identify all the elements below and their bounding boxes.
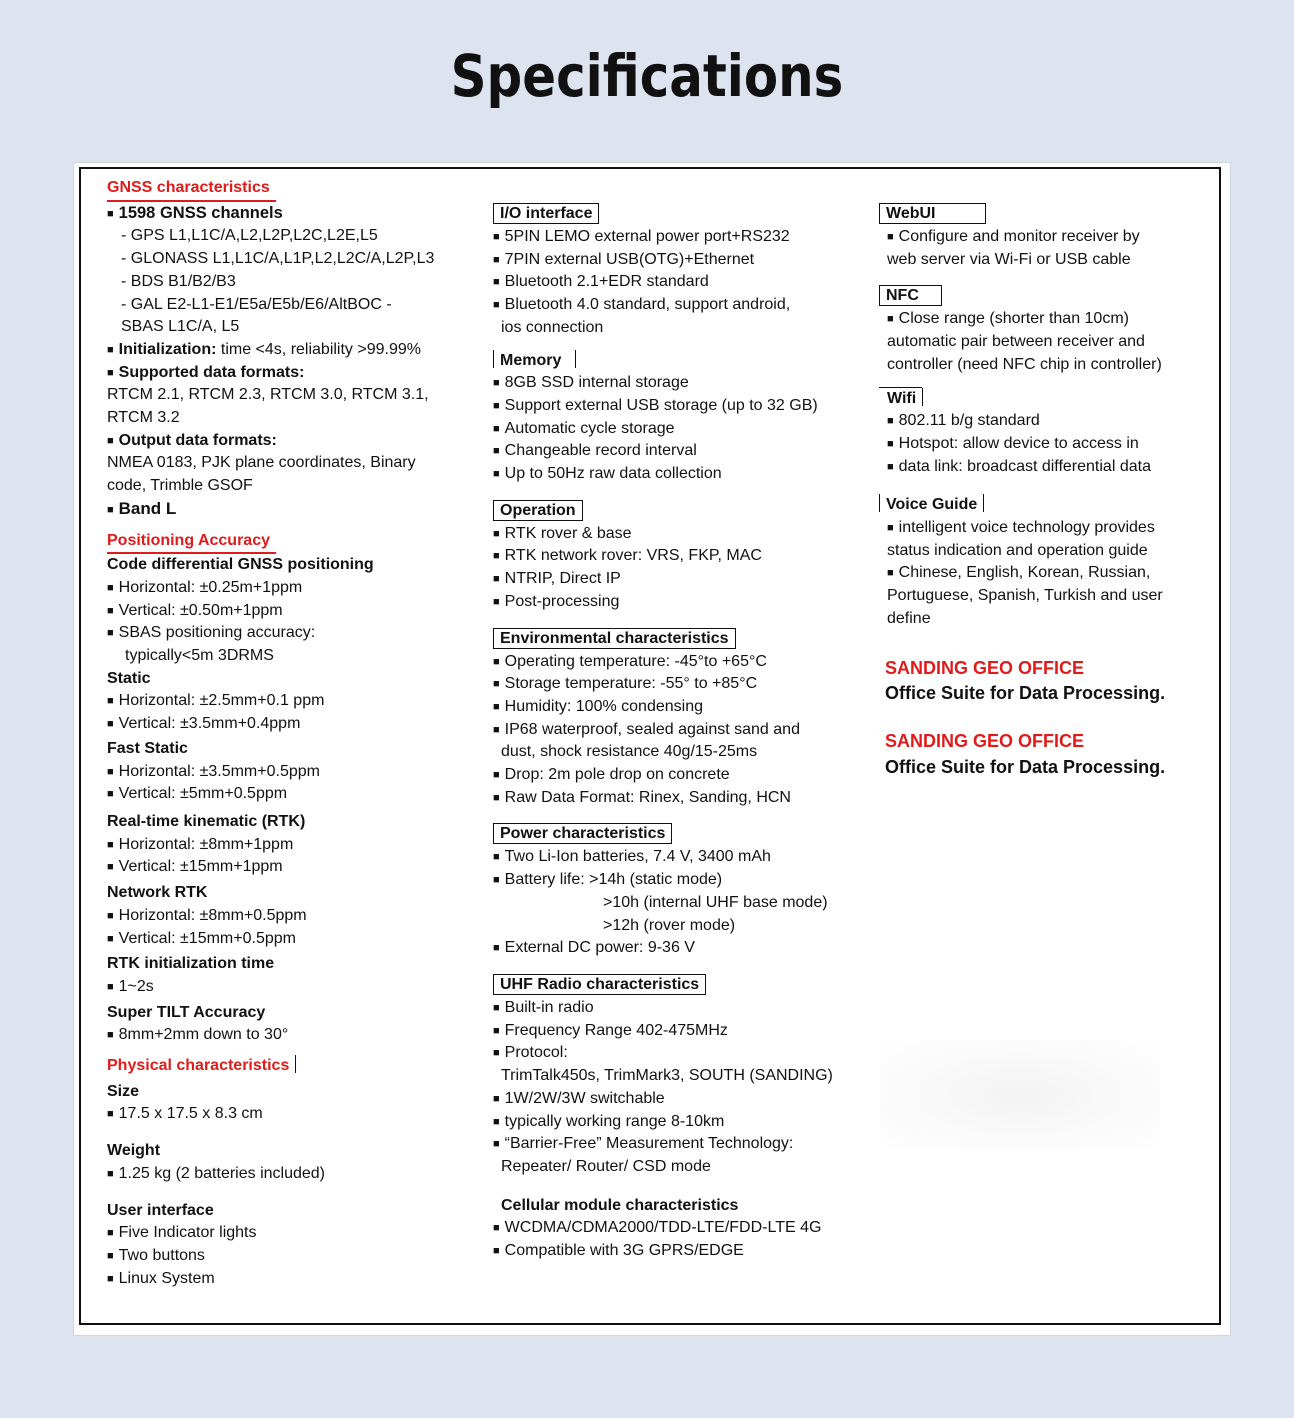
code-diff-horizontal: ■ Horizontal: ±0.25m+1ppm: [107, 577, 434, 600]
rtk-vertical: ■ Vertical: ±15mm+1ppm: [107, 856, 434, 879]
io-item-2: ■ 7PIN external USB(OTG)+Ethernet: [493, 249, 833, 272]
gnss-heading: GNSS characteristics: [107, 177, 276, 202]
rtk-horizontal: ■ Horizontal: ±8mm+1ppm: [107, 834, 434, 857]
gnss-channels: ■ 1598 GNSS channels: [107, 202, 434, 226]
output-formats-line-2: code, Trimble GSOF: [107, 477, 253, 495]
voice-item-1: ■ intelligent voice technology provides: [879, 517, 1165, 540]
memory-item-1: ■ 8GB SSD internal storage: [493, 372, 833, 395]
code-diff-vertical: ■ Vertical: ±0.50m+1ppm: [107, 600, 434, 623]
voice-item-2-cont: Portuguese, Spanish, Turkish and user: [887, 587, 1163, 605]
supported-formats-line-2: RTCM 3.2: [107, 409, 180, 427]
initialization-value: time <4s, reliability >99.99%: [216, 340, 421, 358]
environmental-heading: Environmental characteristics: [493, 628, 736, 649]
column-io-memory-power: [493, 199, 833, 1263]
bds-bands: - BDS B1/B2/B3: [121, 272, 236, 290]
voice-item-2: ■ Chinese, English, Korean, Russian,: [879, 562, 1165, 585]
uhf-item-3: ■ Protocol:: [493, 1042, 833, 1065]
uhf-item-6-cont: Repeater/ Router/ CSD mode: [501, 1157, 711, 1175]
super-tilt-heading: Super TILT Accuracy: [107, 1003, 266, 1021]
sbas-accuracy: ■ SBAS positioning accuracy:: [107, 622, 434, 645]
env-item-6: ■ Raw Data Format: Rinex, Sanding, HCN: [493, 787, 833, 810]
power-item-2: ■ Battery life: >14h (static mode): [493, 869, 833, 892]
initialization: [107, 339, 434, 362]
page-title: Specifications: [450, 42, 844, 110]
ui-indicator-lights: ■ Five Indicator lights: [107, 1222, 434, 1245]
cellular-item-2: ■ Compatible with 3G GPRS/EDGE: [493, 1240, 833, 1263]
wifi-item-3: ■ data link: broadcast differential data: [879, 456, 1165, 479]
rtk-init-value: ■ 1~2s: [107, 976, 434, 999]
weight-value: ■ 1.25 kg (2 batteries included): [107, 1163, 434, 1186]
fast-static-heading: Fast Static: [107, 739, 188, 757]
band-l: ■ Band L: [107, 498, 434, 522]
memory-item-3: ■ Automatic cycle storage: [493, 418, 833, 441]
pipe-divider: [575, 350, 576, 368]
env-item-4-cont: dust, shock resistance 40g/15-25ms: [501, 743, 758, 761]
weight-heading: Weight: [107, 1142, 161, 1160]
power-item-2-rover: >12h (rover mode): [603, 916, 736, 934]
initialization-label: Initialization:: [118, 340, 217, 358]
memory-item-5: ■ Up to 50Hz raw data collection: [493, 463, 833, 486]
column-gnss-positioning-physical: [107, 177, 434, 1290]
fast-static-vertical: ■ Vertical: ±5mm+0.5ppm: [107, 783, 434, 806]
memory-heading: Memory: [500, 351, 562, 369]
uhf-item-3-cont: TrimTalk450s, TrimMark3, SOUTH (SANDING): [501, 1067, 833, 1085]
io-item-4-cont: ios connection: [501, 318, 604, 336]
pipe-divider: [295, 1055, 296, 1073]
sbas-accuracy-value: typically<5m 3DRMS: [125, 647, 274, 665]
io-item-1: ■ 5PIN LEMO external power port+RS232: [493, 226, 833, 249]
faded-area: [880, 1040, 1160, 1150]
office-title-1: SANDING GEO OFFICE: [885, 657, 1085, 678]
io-heading: I/O interface: [493, 203, 599, 224]
wifi-item-1: ■ 802.11 b/g standard: [879, 410, 1165, 433]
positioning-heading: Positioning Accuracy: [107, 530, 276, 555]
supported-formats-label: ■ Supported data formats:: [107, 362, 434, 385]
super-tilt-value: ■ 8mm+2mm down to 30°: [107, 1024, 434, 1047]
office-title-2: SANDING GEO OFFICE: [885, 730, 1085, 751]
power-heading: Power characteristics: [493, 823, 672, 844]
uhf-item-1: ■ Built-in radio: [493, 997, 833, 1020]
rtk-heading: Real-time kinematic (RTK): [107, 812, 306, 830]
power-item-1: ■ Two Li-Ion batteries, 7.4 V, 3400 mAh: [493, 846, 833, 869]
fast-static-horizontal: ■ Horizontal: ±3.5mm+0.5ppm: [107, 761, 434, 784]
pipe-divider: [879, 494, 880, 512]
webui-item-1-cont: web server via Wi-Fi or USB cable: [887, 250, 1131, 268]
network-rtk-horizontal: ■ Horizontal: ±8mm+0.5ppm: [107, 905, 434, 928]
webui-heading: WebUI: [879, 203, 986, 224]
uhf-item-5: ■ typically working range 8-10km: [493, 1111, 833, 1134]
voice-item-1-cont: status indication and operation guide: [887, 541, 1148, 559]
wifi-item-2: ■ Hotspot: allow device to access in: [879, 433, 1165, 456]
glonass-bands: - GLONASS L1,L1C/A,L1P,L2,L2C/A,L2P,L3: [121, 250, 435, 268]
nfc-item-1-cont: automatic pair between receiver and: [887, 333, 1145, 351]
cellular-item-1: ■ WCDMA/CDMA2000/TDD-LTE/FDD-LTE 4G: [493, 1217, 833, 1240]
ui-buttons: ■ Two buttons: [107, 1245, 434, 1268]
static-vertical: ■ Vertical: ±3.5mm+0.4ppm: [107, 713, 434, 736]
power-item-2-uhf: >10h (internal UHF base mode): [603, 893, 828, 911]
size-value: ■ 17.5 x 17.5 x 8.3 cm: [107, 1103, 434, 1126]
gps-bands: - GPS L1,L1C/A,L2,L2P,L2C,L2E,L5: [121, 227, 378, 245]
size-heading: Size: [107, 1082, 140, 1100]
output-formats-line-1: NMEA 0183, PJK plane coordinates, Binary: [107, 454, 416, 472]
physical-heading: Physical characteristics: [107, 1057, 290, 1075]
network-rtk-heading: Network RTK: [107, 884, 208, 902]
sbas-bands: SBAS L1C/A, L5: [121, 318, 240, 336]
voice-item-2-cont2: define: [887, 609, 931, 627]
gal-bands: - GAL E2-L1-E1/E5a/E5b/E6/AltBOC -: [121, 295, 392, 313]
operation-item-1: ■ RTK rover & base: [493, 523, 833, 546]
memory-item-2: ■ Support external USB storage (up to 32 GB): [493, 395, 833, 418]
io-item-3: ■ Bluetooth 2.1+EDR standard: [493, 271, 833, 294]
operation-item-3: ■ NTRIP, Direct IP: [493, 568, 833, 591]
env-item-2: ■ Storage temperature: -55° to +85°C: [493, 673, 833, 696]
operation-item-4: ■ Post-processing: [493, 591, 833, 614]
env-item-3: ■ Humidity: 100% condensing: [493, 696, 833, 719]
nfc-heading: NFC: [879, 285, 942, 306]
env-item-5: ■ Drop: 2m pole drop on concrete: [493, 764, 833, 787]
operation-heading: Operation: [493, 500, 583, 521]
env-item-4: ■ IP68 waterproof, sealed against sand and: [493, 719, 833, 742]
operation-item-2: ■ RTK network rover: VRS, FKP, MAC: [493, 545, 833, 568]
memory-item-4: ■ Changeable record interval: [493, 440, 833, 463]
column-webui-nfc-wifi-voice: [879, 199, 1165, 778]
office-subtitle-1: Office Suite for Data Processing.: [885, 683, 1166, 704]
uhf-heading: UHF Radio characteristics: [493, 974, 706, 995]
code-differential-heading: Code differential GNSS positioning: [107, 556, 374, 574]
user-interface-heading: User interface: [107, 1201, 214, 1219]
uhf-item-6: ■ “Barrier-Free” Measurement Technology:: [493, 1133, 833, 1156]
static-heading: Static: [107, 669, 151, 687]
cellular-heading: Cellular module characteristics: [501, 1196, 739, 1214]
pipe-divider: [983, 494, 984, 512]
static-horizontal: ■ Horizontal: ±2.5mm+0.1 ppm: [107, 690, 434, 713]
env-item-1: ■ Operating temperature: -45°to +65°C: [493, 651, 833, 674]
output-formats-label: ■ Output data formats:: [107, 430, 434, 453]
nfc-item-1-cont2: controller (need NFC chip in controller): [887, 355, 1162, 373]
wifi-heading: Wifi: [879, 387, 922, 411]
uhf-item-4: ■ 1W/2W/3W switchable: [493, 1088, 833, 1111]
io-item-4: ■ Bluetooth 4.0 standard, support android,: [493, 294, 833, 317]
voice-heading: Voice Guide: [886, 496, 978, 514]
power-item-3: ■ External DC power: 9-36 V: [493, 937, 833, 960]
webui-item-1: ■ Configure and monitor receiver by: [879, 226, 1165, 249]
supported-formats-line-1: RTCM 2.1, RTCM 2.3, RTCM 3.0, RTCM 3.1,: [107, 386, 429, 404]
nfc-item-1: ■ Close range (shorter than 10cm): [879, 308, 1165, 331]
pipe-divider: [922, 388, 923, 406]
office-subtitle-2: Office Suite for Data Processing.: [885, 756, 1166, 777]
pipe-divider: [493, 350, 494, 368]
ui-linux: ■ Linux System: [107, 1268, 434, 1291]
rtk-init-heading: RTK initialization time: [107, 955, 275, 973]
uhf-item-2: ■ Frequency Range 402-475MHz: [493, 1020, 833, 1043]
network-rtk-vertical: ■ Vertical: ±15mm+0.5ppm: [107, 928, 434, 951]
